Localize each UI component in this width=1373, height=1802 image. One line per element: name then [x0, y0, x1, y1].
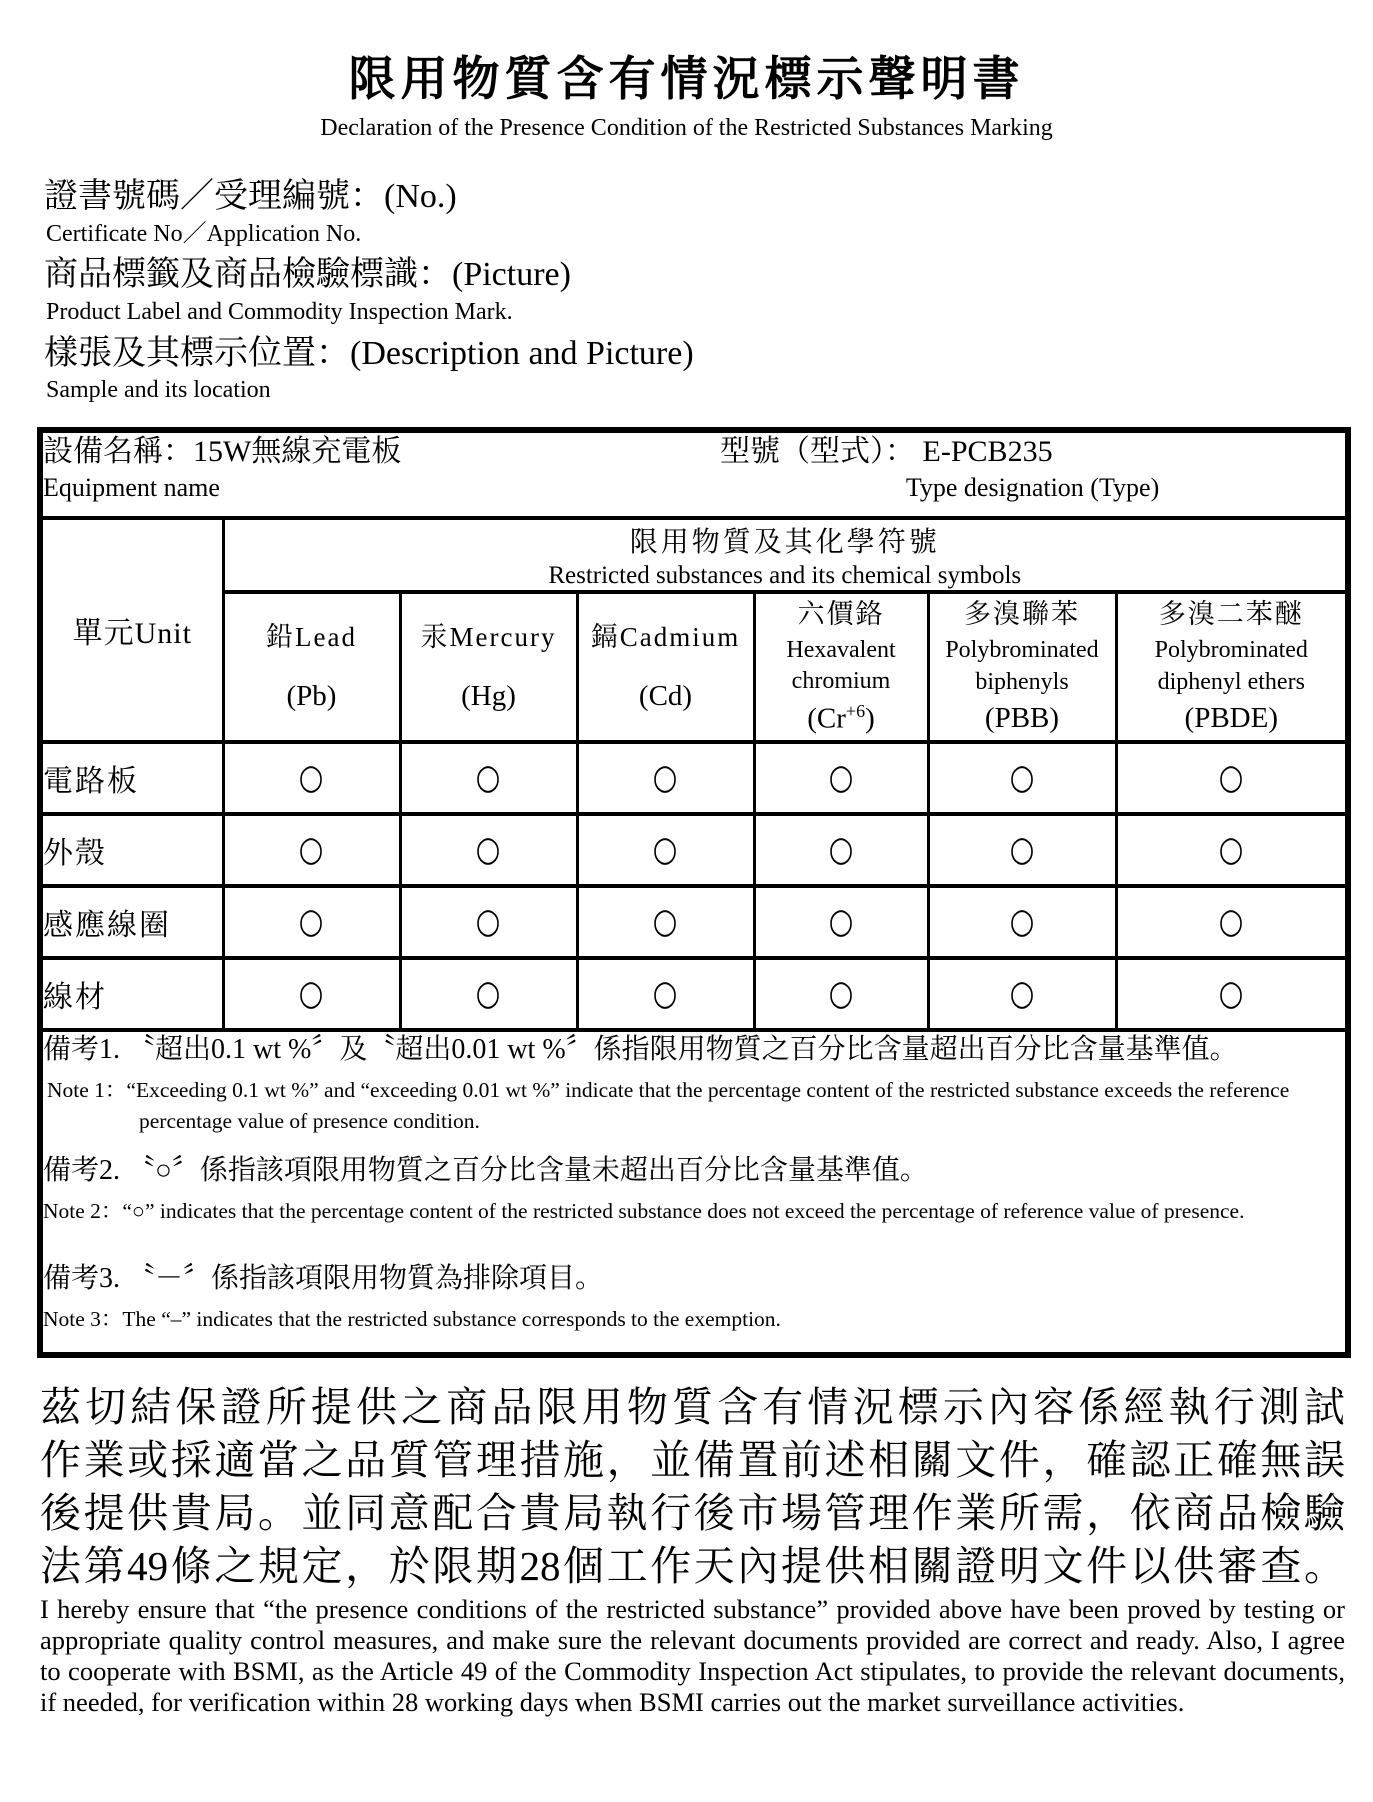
field-sample-location: [44, 333, 1373, 405]
circle-mark: ○: [828, 757, 854, 799]
equipment-name-en: Equipment name: [43, 473, 220, 503]
circle-mark: ○: [1009, 757, 1035, 799]
declaration-zh-line: 茲切結保證所提供之商品限用物質含有情況標示內容係經執行測試: [40, 1383, 1345, 1430]
document-title-zh: 限用物質含有情況標示聲明書: [348, 54, 1025, 106]
cell-value: [223, 958, 400, 1030]
note-2-zh: 備考2. 〝○〞係指該項限用物質之百分比含量未超出百分比含量基準值。: [43, 1155, 928, 1187]
notes-row: [40, 1030, 1348, 1355]
circle-mark: ○: [653, 829, 678, 871]
field-product-label-en: Product Label and Commodity Inspection Mark.: [46, 298, 513, 325]
cell-value: [754, 742, 928, 814]
unit-name-enclosure: 外殼: [40, 814, 223, 886]
circle-mark: ○: [299, 973, 324, 1015]
unit-column-header: 單元Unit: [40, 518, 223, 742]
circle-mark: ○: [299, 757, 324, 799]
restricted-substances-header-zh: 限用物質及其化學符號: [629, 526, 940, 558]
circle-mark: ○: [1009, 901, 1035, 943]
table-row-wire: [40, 958, 1348, 1030]
note-3-zh: 備考3. 〝－〞係指該項限用物質為排除項目。: [43, 1263, 604, 1295]
note-2-en: Note 2：“○” indicates that the percentage content of the restricted substance does not exceed the percentage of reference value of presence.: [43, 1199, 1245, 1224]
field-product-label: [44, 254, 1373, 326]
field-certificate-no: [44, 176, 1373, 248]
note-1-en: Note 1：“Exceeding 0.1 wt %” and “exceeding 0.01 wt %” indicate that the percentage content of the restricted substance exceeds the reference percentage value of presence condition.: [47, 1077, 1290, 1134]
restricted-substances-table: [37, 427, 1351, 1358]
circle-mark: ○: [653, 973, 678, 1015]
cell-value: [928, 742, 1116, 814]
cell-value: [400, 886, 577, 958]
circle-mark: ○: [476, 757, 501, 799]
cell-value: [754, 814, 928, 886]
column-header-pbb: 多溴聯苯 Polybrominated biphenyls (PBB): [928, 592, 1116, 742]
cell-value: [1116, 886, 1348, 958]
circle-mark: ○: [1218, 973, 1244, 1015]
column-header-hexavalent-chromium: 六價鉻 Hexavalent chromium $(Cr^{+6})$: [754, 592, 928, 742]
circle-mark: ○: [828, 973, 854, 1015]
cell-value: [928, 958, 1116, 1030]
cell-value: [1116, 958, 1348, 1030]
unit-name-induction-coil: 感應線圈: [40, 886, 223, 958]
column-header-mercury: 汞Mercury (Hg): [400, 592, 577, 742]
field-certificate-no-zh: 證書號碼／受理編號：(No.): [44, 178, 457, 215]
cell-value: [577, 742, 754, 814]
cell-value: [400, 958, 577, 1030]
cell-value: [223, 886, 400, 958]
circle-mark: ○: [1218, 901, 1244, 943]
circle-mark: ○: [476, 829, 501, 871]
restricted-header-row: [40, 518, 1348, 592]
field-sample-location-en: Sample and its location: [46, 377, 271, 404]
note-3-en: Note 3：The “–” indicates that the restricted substance corresponds to the exemption.: [43, 1307, 781, 1332]
table-row-enclosure: [40, 814, 1348, 886]
circle-mark: ○: [653, 757, 678, 799]
declaration-statement-en: I hereby ensure that “the presence conditions of the restricted substance” provided above have been proved by testing or appropriate quality control measures, and make sure the relevant documents provided are correct and ready. Also, I agree to cooperate with BSMI, as the Article 49 of the Commodity Inspection Act stipulates, to provide the relevant documents, if needed, for verification within 28 working days when BSMI carries out the market surveillance activities.: [40, 1593, 1345, 1717]
circle-mark: ○: [653, 901, 678, 943]
circle-mark: ○: [1009, 829, 1035, 871]
circle-mark: ○: [299, 901, 324, 943]
cell-value: [577, 958, 754, 1030]
cell-value: [223, 814, 400, 886]
circle-mark: ○: [828, 901, 854, 943]
cell-value: [577, 886, 754, 958]
declaration-document: [0, 42, 1373, 1802]
type-designation-en: Type designation (Type): [905, 473, 1160, 503]
field-product-label-zh: 商品標籤及商品檢驗標識：(Picture): [44, 256, 571, 294]
cell-value: [928, 886, 1116, 958]
cell-value: [754, 958, 928, 1030]
header-fields: [44, 176, 1373, 405]
cell-value: [1116, 814, 1348, 886]
cell-value: [1116, 742, 1348, 814]
declaration-zh-line: 法第49條之規定，於限期28個工作天內提供相關證明文件以供審查。: [40, 1542, 1345, 1589]
column-header-pbde: 多溴二苯醚 Polybrominated diphenyl ethers (PBDE): [1116, 592, 1348, 742]
unit-name-wire: 線材: [40, 958, 223, 1030]
circle-mark: ○: [1009, 973, 1035, 1015]
declaration-statement-zh: [40, 1374, 1345, 1589]
table-row-circuit-board: [40, 742, 1348, 814]
field-certificate-no-en: Certificate No／Application No.: [46, 220, 362, 247]
circle-mark: ○: [299, 829, 324, 871]
circle-mark: ○: [476, 901, 501, 943]
substance-columns-row: [40, 592, 1348, 742]
column-header-cadmium: 鎘Cadmium (Cd): [577, 592, 754, 742]
cell-value: [928, 814, 1116, 886]
cell-value: [223, 742, 400, 814]
table-row-induction-coil: [40, 886, 1348, 958]
circle-mark: ○: [476, 973, 501, 1015]
column-header-lead: 鉛Lead (Pb): [223, 592, 400, 742]
cell-value: [400, 814, 577, 886]
declaration-zh-line: 作業或採適當之品質管理措施，並備置前述相關文件，確認正確無誤: [40, 1436, 1345, 1483]
declaration-zh-line: 後提供貴局。並同意配合貴局執行後市場管理作業所需，依商品檢驗: [40, 1489, 1345, 1536]
field-sample-location-zh: 樣張及其標示位置：(Description and Picture): [44, 334, 694, 372]
cell-value: [400, 742, 577, 814]
restricted-substances-header-en: Restricted substances and its chemical symbols: [548, 561, 1022, 589]
circle-mark: ○: [828, 829, 854, 871]
equipment-name-zh: 設備名稱：15W無線充電板: [43, 434, 402, 468]
note-1-zh: 備考1. 〝超出0.1 wt %〞及〝超出0.01 wt %〞係指限用物質之百分比含量超出百分比含量基準值。: [43, 1033, 1238, 1065]
circle-mark: ○: [1218, 757, 1244, 799]
circle-mark: ○: [1218, 829, 1244, 871]
type-designation-zh: 型號（型式）： E-PCB235: [720, 434, 1053, 468]
document-title-en: Declaration of the Presence Condition of the Restricted Substances Marking: [320, 115, 1053, 141]
equipment-name-block: [43, 433, 720, 503]
equipment-row: [40, 430, 1348, 518]
cell-value: [577, 814, 754, 886]
type-designation-block: [720, 433, 1345, 503]
unit-name-circuit-board: 電路板: [40, 742, 223, 814]
cell-value: [754, 886, 928, 958]
